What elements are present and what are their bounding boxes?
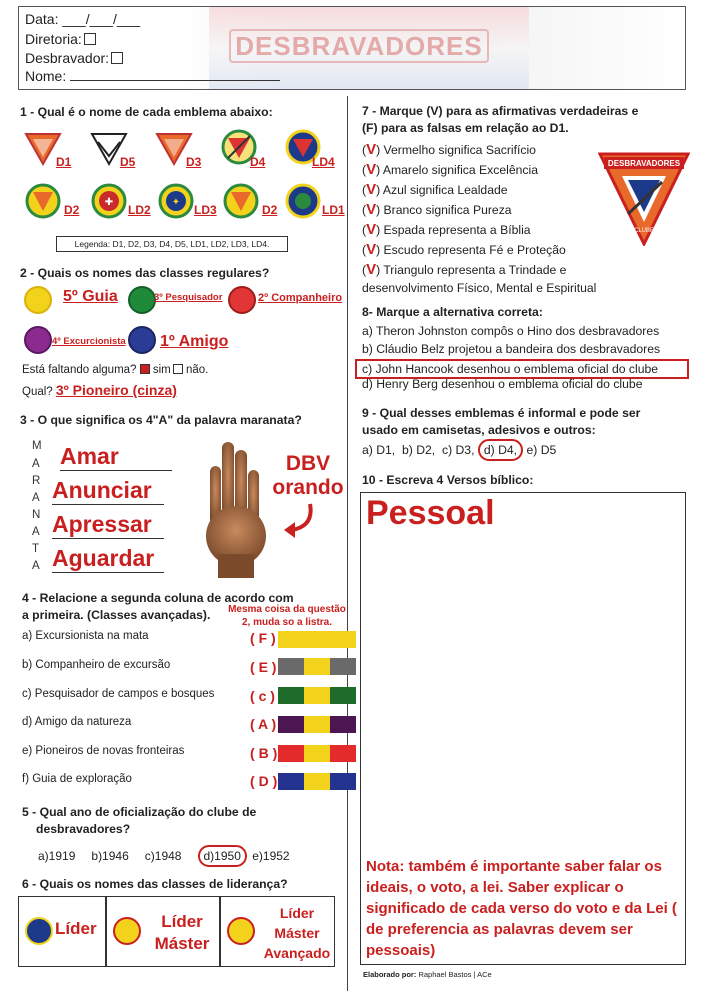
svg-text:✦: ✦ <box>171 197 181 208</box>
badge-d2-icon <box>24 182 62 220</box>
badge-d2-icon <box>222 182 260 220</box>
date-field[interactable]: Data: ___/___/___ <box>25 11 141 27</box>
stripe-companheiro <box>278 658 356 675</box>
badge-label: LD2 <box>128 203 151 217</box>
svg-text:DESBRAVADORES: DESBRAVADORES <box>607 159 681 168</box>
lider-master-badge-icon <box>113 917 141 945</box>
hand-icon <box>198 436 270 578</box>
q5-options: a)1919 b)1946 c)1948 d)1950 e)1952 <box>38 849 290 863</box>
q10-answer: Pessoal <box>366 494 495 532</box>
q6-title: 6 - Quais os nomes das classes de liderança? <box>22 877 288 891</box>
q4-answer: ( D ) <box>250 773 278 789</box>
footer-credit: Elaborado por: Raphael Bastos | ACe <box>363 970 492 979</box>
lead-class-name: Líder Máster Avançado <box>263 905 331 961</box>
desbravador-checkbox[interactable] <box>111 52 123 64</box>
answer-anunciar: Anunciar <box>52 476 164 505</box>
lead-class-box <box>18 896 106 967</box>
q7-statement: (V) Triangulo representa a Trindade e <box>362 261 567 278</box>
q4-answer: ( E ) <box>250 659 277 675</box>
q8-title: 8- Marque a alternativa correta: <box>362 305 543 319</box>
column-divider <box>347 96 348 991</box>
q2-title: 2 - Quais os nomes das classes regulares? <box>20 266 270 280</box>
badge-label: D3 <box>186 155 202 169</box>
q4-item: e) Pioneiros de novas fronteiras <box>22 745 185 757</box>
q4-item: f) Guia de exploração <box>22 773 132 785</box>
q5-title: 5 - Qual ano de oficialização do clube de desbravadores? <box>22 805 257 836</box>
maranata-letter: A <box>32 526 40 538</box>
stripe-pesquisador <box>278 687 356 704</box>
lead-class-box <box>106 896 220 967</box>
maranata-letter: T <box>32 543 40 555</box>
badge-label: LD3 <box>194 203 217 217</box>
lead-class-name: Líder Máster <box>154 912 210 953</box>
q4-answer: ( A ) <box>250 716 277 732</box>
badge-label: LD4 <box>312 155 335 169</box>
q7-statement: (V) Espada representa a Bíblia <box>362 221 531 238</box>
stripe-excursionista <box>278 631 356 648</box>
q7-statement: (V) Escudo representa Fé e Proteção <box>362 241 566 258</box>
q9-options: a) D1, b) D2, c) D3, d) D4, e) D5 <box>362 443 556 457</box>
q10-note: Nota: também é importante saber falar os ideais, o voto, a lei. Saber explicar o significado de cada verso do voto e da Lei ( de preferencia as palavras devem ser pessoais) <box>366 858 677 959</box>
q7-statement: (V) Vermelho significa Sacrifício <box>362 141 536 158</box>
class-name: 5º Guia <box>63 288 118 305</box>
stripe-amigo <box>278 716 356 733</box>
class-name: 3º Pesquisador <box>154 292 223 303</box>
q10-title: 10 - Escreva 4 Versos bíblico: <box>362 473 534 487</box>
answer-aguardar: Aguardar <box>52 544 164 573</box>
q4-item: a) Excursionista na mata <box>22 630 149 642</box>
maranata-letter: A <box>32 458 40 470</box>
q7-statement-cont: desenvolvimento Físico, Mental e Espiritual <box>362 281 597 295</box>
header-box <box>18 6 686 90</box>
q7-statement: (V) Azul significa Lealdade <box>362 181 508 198</box>
badge-ld1-icon <box>284 182 322 220</box>
q9-selected-option[interactable]: d) D4, <box>478 439 523 461</box>
badge-label: LD1 <box>322 203 345 217</box>
q4-item: c) Pesquisador de campos e bosques <box>22 688 215 700</box>
badge-ld2-icon <box>90 182 128 220</box>
diretoria-checkbox[interactable] <box>84 33 96 45</box>
nome-field[interactable]: Nome: <box>25 68 280 84</box>
badge-legend: Legenda: D1, D2, D3, D4, D5, LD1, LD2, LD3, LD4. <box>56 236 288 252</box>
missing-question: Está faltando alguma? sim não. <box>22 364 209 376</box>
q4-answer: ( B ) <box>250 745 278 761</box>
q8-option[interactable]: b) Cláudio Belz projetou a bandeira dos desbravadores <box>362 342 661 356</box>
dbv-orando-note: DBV orando <box>272 452 344 499</box>
qual-row: Qual? 3º Pioneiro (cinza) <box>22 382 177 398</box>
svg-text:CLUBE: CLUBE <box>633 228 655 234</box>
maranata-letter: M <box>32 440 42 452</box>
svg-text:✚: ✚ <box>104 197 114 208</box>
q7-statement: (V) Branco significa Pureza <box>362 201 512 218</box>
badge-label: D2 <box>262 203 278 217</box>
q5-selected-option[interactable]: d)1950 <box>198 845 247 867</box>
q7-title: 7 - Marque (V) para as afirmativas verdadeiras e (F) para as falsas em relação ao D1. <box>362 104 639 135</box>
q9-title: 9 - Qual desses emblemas é informal e pode ser usado em camisetas, adesivos e outros: <box>362 406 641 437</box>
answer-apressar: Apressar <box>52 510 164 539</box>
badge-label: D5 <box>120 155 136 169</box>
q7-statement: (V) Amarelo significa Excelência <box>362 161 538 178</box>
q4-title: 4 - Relacione a segunda coluna de acordo com a primeira. (Classes avançadas). <box>22 591 294 622</box>
lead-class-name: Líder <box>55 919 97 938</box>
lider-master-avancado-badge-icon <box>227 917 255 945</box>
badge-label: D1 <box>56 155 72 169</box>
q3-title: 3 - O que significa os 4"A" da palavra maranata? <box>20 413 302 427</box>
pathfinder-emblem-icon <box>598 152 690 246</box>
class-guia-icon <box>24 286 52 314</box>
diretoria-field[interactable]: Diretoria: <box>25 31 96 47</box>
q8-option[interactable]: d) Henry Berg desenhou o emblema oficial do clube <box>362 377 643 391</box>
desbravador-field[interactable]: Desbravador: <box>25 50 123 66</box>
maranata-letter: A <box>32 560 40 572</box>
banner-logo: DESBRAVADORES <box>229 29 489 63</box>
badge-label: D2 <box>64 203 80 217</box>
maranata-letter: N <box>32 509 41 521</box>
badge-ld3-icon <box>157 182 195 220</box>
lider-badge-icon <box>25 917 53 945</box>
class-name: 2º Companheiro <box>258 292 343 304</box>
curved-arrow-icon <box>280 500 320 540</box>
q1-title: 1 - Qual é o nome de cada emblema abaixo: <box>20 105 273 119</box>
class-amigo-icon <box>128 326 156 354</box>
q4-answer: ( c ) <box>250 688 275 704</box>
q4-item: b) Companheiro de excursão <box>22 659 171 671</box>
class-name: 4º Excurcionista <box>52 336 126 347</box>
q8-selected-option[interactable]: c) John Hancook desenhou o emblema oficial do clube <box>355 359 689 379</box>
answer-amar: Amar <box>60 442 172 471</box>
class-companheiro-icon <box>228 286 256 314</box>
class-excursionista-icon <box>24 326 52 354</box>
q4-side-note: Mesma coisa da questão 2, muda so a listra. <box>228 604 346 628</box>
class-name: 1º Amigo <box>160 333 229 350</box>
qual-answer: 3º Pioneiro (cinza) <box>55 382 177 398</box>
stripe-guia <box>278 773 356 790</box>
maranata-letter: R <box>32 475 41 487</box>
lead-class-box <box>220 896 335 967</box>
stripe-pioneiros <box>278 745 356 762</box>
q4-item: d) Amigo da natureza <box>22 716 132 728</box>
q8-option[interactable]: a) Theron Johnston compôs o Hino dos desbravadores <box>362 324 660 338</box>
sim-checkbox[interactable] <box>140 364 150 374</box>
maranata-letter: A <box>32 492 40 504</box>
badge-label: D4 <box>250 155 266 169</box>
q4-answer: ( F ) <box>250 630 276 646</box>
nao-checkbox[interactable] <box>173 364 183 374</box>
class-pesquisador-icon <box>128 286 156 314</box>
